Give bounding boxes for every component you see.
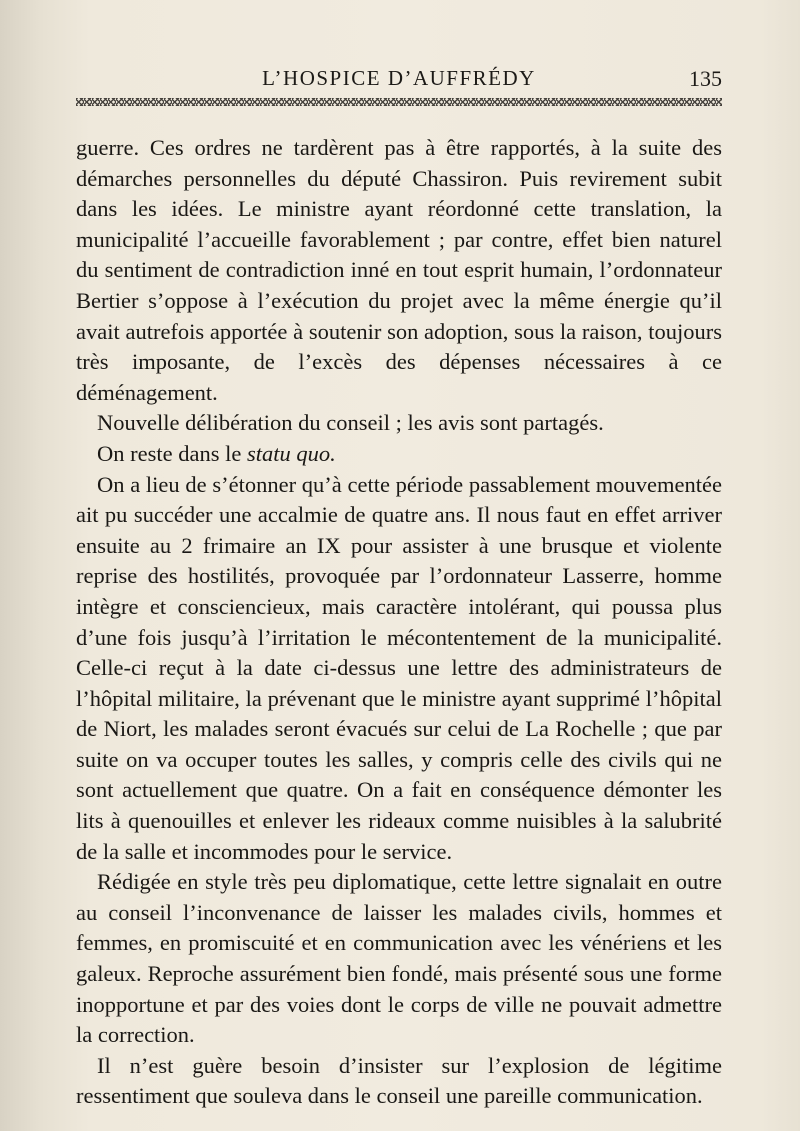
page-number: 135 [689, 66, 722, 91]
paragraph-1: guerre. Ces ordres ne tardèrent pas à être rapportés, à la suite des démarches personnelles du député Chassiron. Puis revirement subit dans les idées. Le ministre ayant réordonné cette translation, la municipalité l’accueille favorablement ; par contre, effet bien naturel du sentiment de contradiction inné en tout esprit humain, l’ordonnateur Bertier s’oppose à l’exécution du projet avec la même énergie qu’il avait autrefois apportée à soutenir son adoption, sous la raison, toujours très imposante, de l’excès des dépenses nécessaires à ce déménagement. [76, 135, 722, 405]
body-text [76, 133, 722, 1112]
paragraph-6: Il n’est guère besoin d’insister sur l’explosion de légitime ressentiment que souleva dans le conseil une pareille communication. [76, 1052, 722, 1109]
header-ornamental-rule [76, 98, 722, 106]
paragraph-3 [76, 439, 722, 470]
running-title: L’HOSPICE D’AUFFRÉDY [262, 66, 536, 90]
paragraph-5: Rédigée en style très peu diplomatique, cette lettre signalait en outre au conseil l’inconvenance de laisser les malades civils, hommes et femmes, en promiscuité et en communication avec les vénériens et les galeux. Reproche assurément bien fondé, mais présenté sous une forme inopportune et par des voies dont le corps de ville ne pouvait admettre la correction. [76, 869, 722, 1048]
paragraph-4: On a lieu de s’étonner qu’à cette période passablement mouvementée ait pu succéder une accalmie de quatre ans. Il nous faut en effet arriver ensuite au 2 frimaire an IX pour assister à une brusque et violente reprise des hostilités, provoquée par l’ordonnateur Lasserre, homme intègre et consciencieux, mais caractère intolérant, qui poussa plus d’une fois jusqu’à l’irritation le mécontentement de la municipalité. Celle-ci reçut à la date ci-dessus une lettre des administrateurs de l’hôpital militaire, la prévenant que le ministre ayant supprimé l’hôpital de Niort, les malades seront évacués sur celui de La Rochelle ; que par suite on va occuper toutes les salles, y compris celle des civils qui ne sont actuellement que quatre. On a fait en conséquence démonter les lits à quenouilles et enlever les rideaux comme nuisibles à la salubrité de la salle et incommodes pour le service. [76, 471, 722, 864]
latin-phrase: statu quo. [246, 440, 336, 466]
paragraph-3-text: On reste dans le [97, 440, 247, 466]
paragraph-2: Nouvelle délibération du conseil ; les avis sont partagés. [97, 410, 604, 436]
page-header [76, 66, 722, 96]
